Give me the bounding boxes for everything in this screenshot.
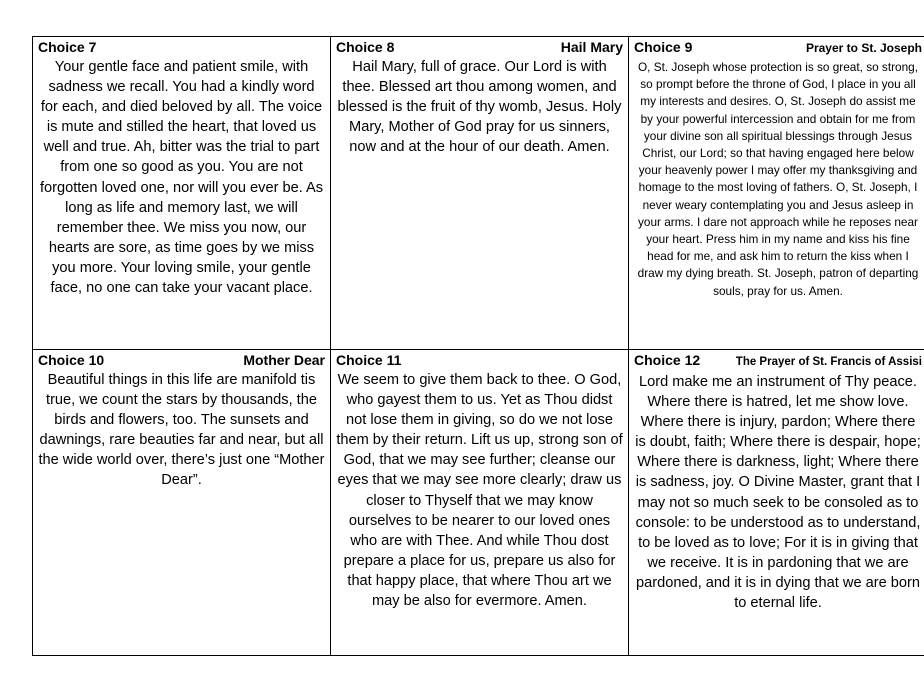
prayer-text: Lord make me an instrument of Thy peace. Where there is hatred, let me show love. Where there is injury, pardon; Where there is doubt, faith; Where there is despair, hope; Where there is darkness, light; Where there is sadness, joy. O Divine Master, grant that I may not so much seek to be consoled as to console: to be understood as to understand, to be loved as to love; For it is in giving that we receive. It is in pardoning that we are pardoned, and it is in dying that we are born to eternal life. [635,374,921,612]
card-header [634,39,922,57]
prayer-title: Prayer to St. Joseph [805,41,922,55]
prayer-title: Hail Mary [560,39,623,55]
choice-number: Choice 10 [38,352,105,368]
grid-row [33,37,924,350]
card-choice-11 [331,350,629,656]
prayer-card-grid [32,36,924,656]
prayer-text: Beautiful things in this life are manifold tis true, we count the stars by thousands, the birds and flowers, too. The sunsets and dawnings, rare beauties far and near, but all the wide world over, there’s just one “Mother Dear”. [38,372,325,489]
choice-number: Choice 9 [634,39,693,55]
card-choice-9 [629,37,924,350]
card-header [336,39,623,56]
card-header [336,352,623,369]
choice-number: Choice 7 [38,39,97,55]
prayer-text: O, St. Joseph whose protection is so great, so strong, so prompt before the throne of God, I place in you all my interests and desires. O, St. Joseph do assist me by your powerful intercession and obtain for me from your divine son all spiritual blessings through Jesus Christ, our Lord; so that having engaged here below your heavenly power I may offer my thanksgiving and homage to the most loving of fathers. O, St. Joseph, I never weary contemplating you and Jesus asleep in your arms. I dare not approach while he reposes near your heart. Press him in my name and kiss his fine head for me, and ask him to return the kiss when I draw my dying breath. St. Joseph, patron of departing souls, pray for us. Amen. [637,60,919,298]
grid-row [33,350,924,656]
prayer-text: Your gentle face and patient smile, with sadness we recall. You had a kindly word for each, and died beloved by all. The voice is mute and stilled the heart, that loved us well and true. Ah, bitter was the trial to part from one so good as you. You are not forgotten loved one, nor will you ever be. As long as life and memory last, we will remember thee. We miss you now, our hearts are sore, as time goes by we miss you more. Your loving smile, your gentle face, no one can take your vacant place. [39,59,324,297]
prayer-text: We seem to give them back to thee. O God, who gayest them to us. Yet as Thou didst not lose them in giving, so do we not lose them by their return. Lift us up, strong son of God, that we may see further; cleanse our eyes that we may see more clearly; draw us closer to Thyself that we may know ourselves to be nearer to our loved ones who are with Thee. And while Thou dost prepare a place for us, prepare us also for that happy place, that where Thou art we may be also for evermore. Amen. [336,372,623,610]
prayer-text: Hail Mary, full of grace. Our Lord is with thee. Blessed art thou among women, and blessed is the fruit of thy womb, Jesus. Holy Mary, Mother of God pray for us sinners, now and at the hour of our death. Amen. [337,59,622,156]
choice-number: Choice 11 [336,352,402,368]
card-header [634,352,922,371]
card-header [38,39,325,56]
card-choice-7 [33,37,331,350]
prayer-title: Mother Dear [243,352,325,368]
choice-number: Choice 12 [634,352,701,368]
prayer-title: The Prayer of St. Francis of Assisi [735,356,922,368]
card-choice-10 [33,350,331,656]
card-header [38,352,325,369]
card-choice-12 [629,350,924,656]
card-choice-8 [331,37,629,350]
choice-number: Choice 8 [336,39,395,55]
